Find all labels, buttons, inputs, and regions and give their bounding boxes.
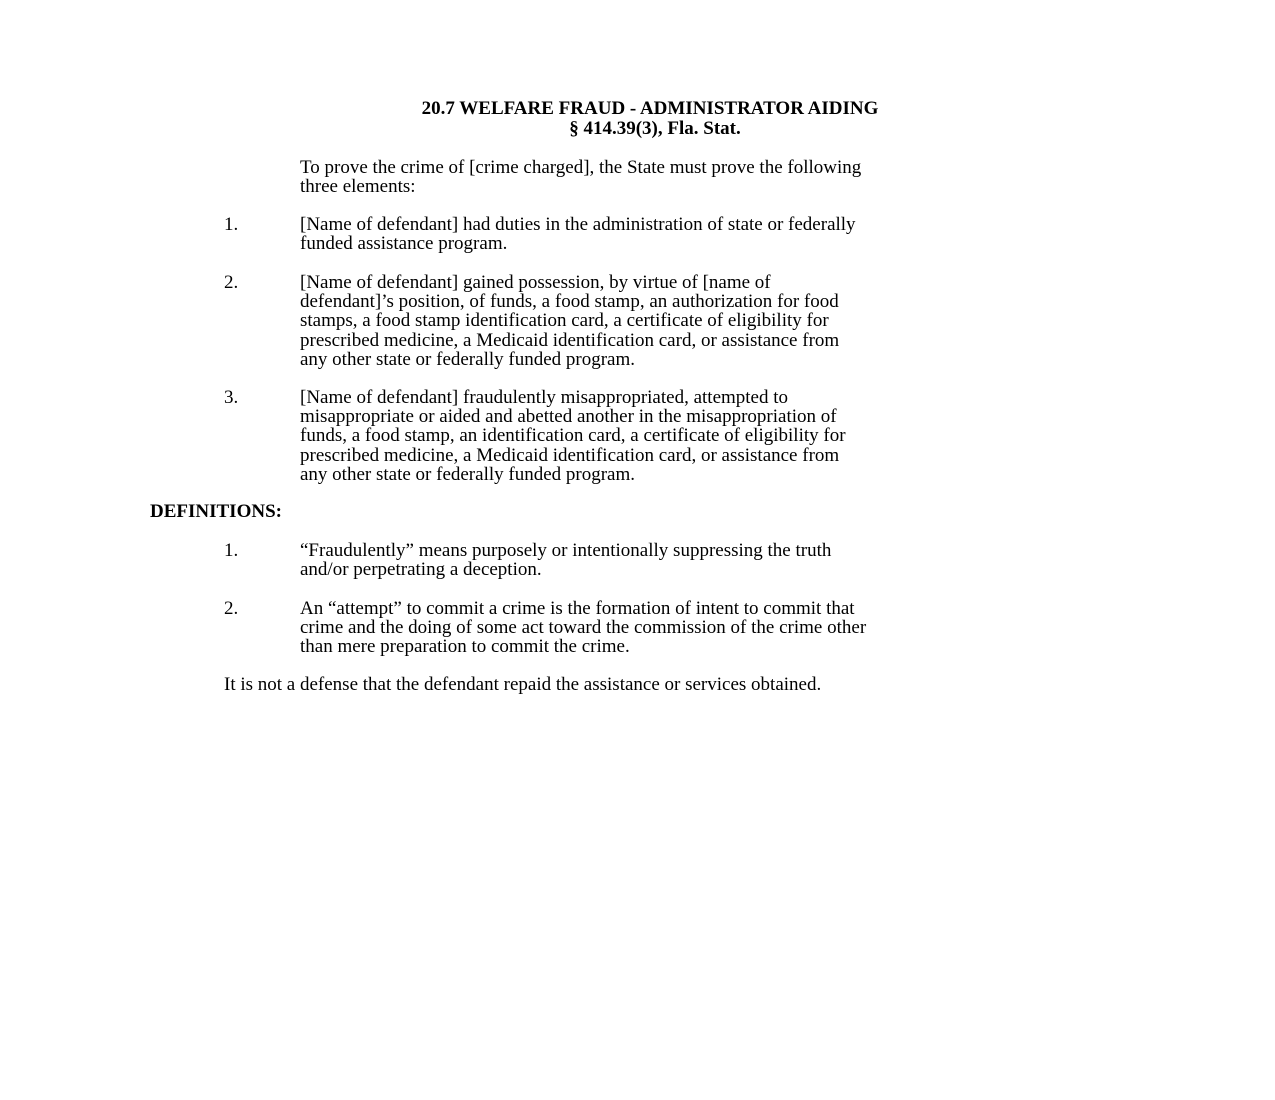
element-line: funded assistance program. bbox=[300, 233, 508, 255]
intro-paragraph bbox=[300, 158, 1060, 196]
definition-line: An “attempt” to commit a crime is the formation of intent to commit that bbox=[300, 598, 855, 619]
element-line: stamps, a food stamp identification card, a certificate of eligibility for bbox=[300, 310, 829, 332]
intro-line: To prove the crime of [crime charged], the State must prove the following bbox=[300, 157, 862, 178]
element-number: 1. bbox=[224, 214, 239, 235]
definition-line: than mere preparation to commit the crime. bbox=[300, 636, 630, 658]
element-text bbox=[300, 273, 1060, 369]
element-number: 2. bbox=[224, 272, 239, 293]
element-line: [Name of defendant] gained possession, by virtue of [name of bbox=[300, 272, 771, 293]
element-line: defendant]’s position, of funds, a food stamp, an authorization for food bbox=[300, 291, 839, 313]
closing-statement: It is not a defense that the defendant repaid the assistance or services obtained. bbox=[224, 674, 822, 695]
element-text bbox=[300, 388, 1060, 484]
element-number: 3. bbox=[224, 387, 239, 408]
element-line: [Name of defendant] had duties in the administration of state or federally bbox=[300, 214, 856, 235]
element-line: [Name of defendant] fraudulently misappropriated, attempted to bbox=[300, 387, 789, 408]
element-line: misappropriate or aided and abetted another in the misappropriation of bbox=[300, 406, 837, 428]
instruction-title: 20.7 WELFARE FRAUD - ADMINISTRATOR AIDING bbox=[421, 98, 879, 119]
definitions-heading: DEFINITIONS: bbox=[150, 501, 282, 522]
intro-line: three elements: bbox=[300, 176, 416, 198]
element-line: prescribed medicine, a Medicaid identification card, or assistance from bbox=[300, 329, 840, 351]
definition-number: 1. bbox=[224, 540, 239, 561]
element-line: prescribed medicine, a Medicaid identification card, or assistance from bbox=[300, 444, 840, 466]
element-line: any other state or federally funded program. bbox=[300, 348, 636, 370]
statute-citation: § 414.39(3), Fla. Stat. bbox=[569, 118, 741, 139]
definition-text bbox=[300, 599, 1060, 657]
definition-line: “Fraudulently” means purposely or intentionally suppressing the truth bbox=[300, 540, 832, 561]
definition-line: and/or perpetrating a deception. bbox=[300, 559, 542, 581]
element-line: any other state or federally funded program. bbox=[300, 463, 636, 485]
element-line: funds, a food stamp, an identification card, a certificate of eligibility for bbox=[300, 425, 846, 447]
element-text bbox=[300, 215, 1060, 253]
definition-text bbox=[300, 541, 1060, 579]
definition-number: 2. bbox=[224, 598, 239, 619]
definition-line: crime and the doing of some act toward the commission of the crime other bbox=[300, 617, 867, 639]
